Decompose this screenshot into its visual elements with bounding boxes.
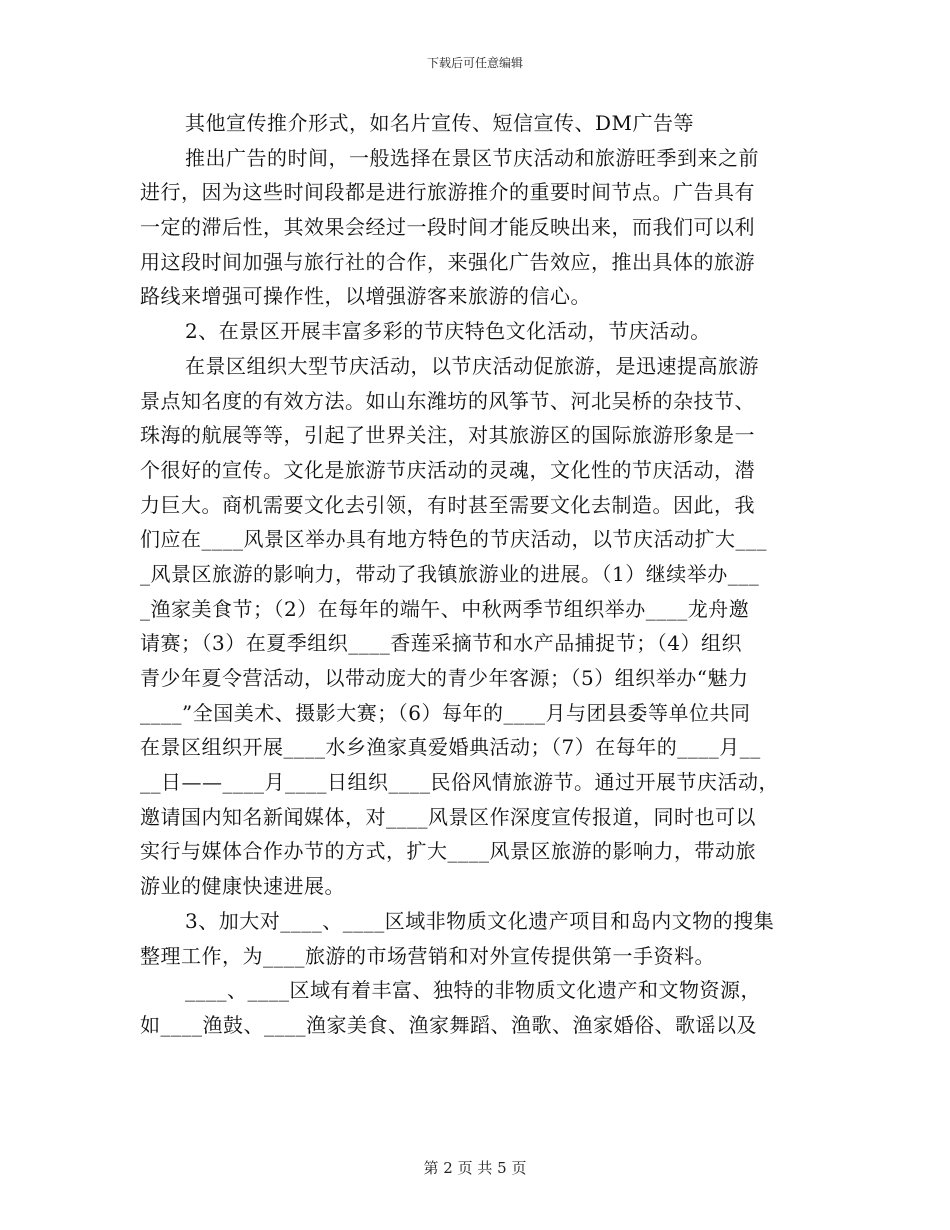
text-line: __日——____月____日组织____民俗风情旅游节。通过开展节庆活动，: [140, 770, 779, 795]
section-heading-3: 3、加大对____、____区域非物质文化遗产项目和岛内文物的搜集: [185, 908, 775, 933]
text-line: 邀请国内知名新闻媒体，对____风景区作深度宣传报道，同时也可以: [140, 804, 756, 829]
text-line: 进行，因为这些时间段都是进行旅游推介的重要时间节点。广告具有: [140, 180, 755, 205]
text-line: 青少年夏令营活动，以带动庞大的青少年客源；（5）组织举办“魅力: [140, 666, 749, 690]
text-line: _风景区旅游的影响力，带动了我镇旅游业的进展。（1）继续举办___: [140, 561, 760, 586]
text-line: 其他宣传推介形式，如名片宣传、短信宣传、DM广告等: [185, 111, 695, 135]
text-line: 一定的滞后性，其效果会经过一段时间才能反映出来，而我们可以利: [140, 215, 755, 240]
text-line: ____”全国美术、摄影大赛；（6）每年的____月与团县委等单位共同: [140, 700, 751, 725]
text-line: _渔家美食节；（2）在每年的端午、中秋两季节组织举办____龙舟邀: [140, 596, 750, 621]
text-line: 用这段时间加强与旅行社的合作，来强化广告效应，推出具体的旅游: [140, 249, 755, 274]
text-line: 在景区组织大型节庆活动，以节庆活动促旅游，是迅速提高旅游: [185, 353, 759, 378]
section-heading-2: 2、在景区开展丰富多彩的节庆特色文化活动，节庆活动。: [185, 319, 711, 344]
text-line: 整理工作，为____旅游的市场营销和对外宣传提供第一手资料。: [140, 943, 715, 968]
text-line: 们应在____风景区举办具有地方特色的节庆活动，以节庆活动扩大___: [140, 527, 767, 552]
text-line: ____、____区域有着丰富、独特的非物质文化遗产和文物资源，: [185, 978, 761, 1003]
page-number: 第 2 页 共 5 页: [423, 1159, 527, 1177]
page-header-note: 下载后可任意编辑: [426, 56, 523, 70]
text-line: 实行与媒体合作办节的方式，扩大____风景区旅游的影响力，带动旅: [140, 839, 756, 864]
text-line: 个很好的宣传。文化是旅游节庆活动的灵魂，文化性的节庆活动，潜: [140, 457, 755, 482]
text-line: 游业的健康快速进展。: [140, 874, 345, 899]
document-body: [140, 106, 812, 1043]
text-line: 珠海的航展等等，引起了世界关注，对其旅游区的国际旅游形象是一: [140, 423, 755, 448]
text-line: 路线来增强可操作性，以增强游客来旅游的信心。: [140, 284, 591, 309]
text-line: 请赛；（3）在夏季组织____香莲采摘节和水产品捕捉节；（4）组织: [140, 631, 742, 656]
text-line: 如____渔鼓、____渔家美食、渔家舞蹈、渔歌、渔家婚俗、歌谣以及: [140, 1012, 757, 1037]
text-line: 力巨大。商机需要文化去引领，有时甚至需要文化去制造。因此，我: [140, 492, 755, 517]
text-line: 在景区组织开展____水乡渔家真爱婚典活动；（7）在每年的____月__: [140, 735, 761, 760]
text-line: 景点知名度的有效方法。如山东潍坊的风筝节、河北吴桥的杂技节、: [140, 388, 755, 413]
text-line: 推出广告的时间，一般选择在景区节庆活动和旅游旺季到来之前: [185, 145, 759, 170]
